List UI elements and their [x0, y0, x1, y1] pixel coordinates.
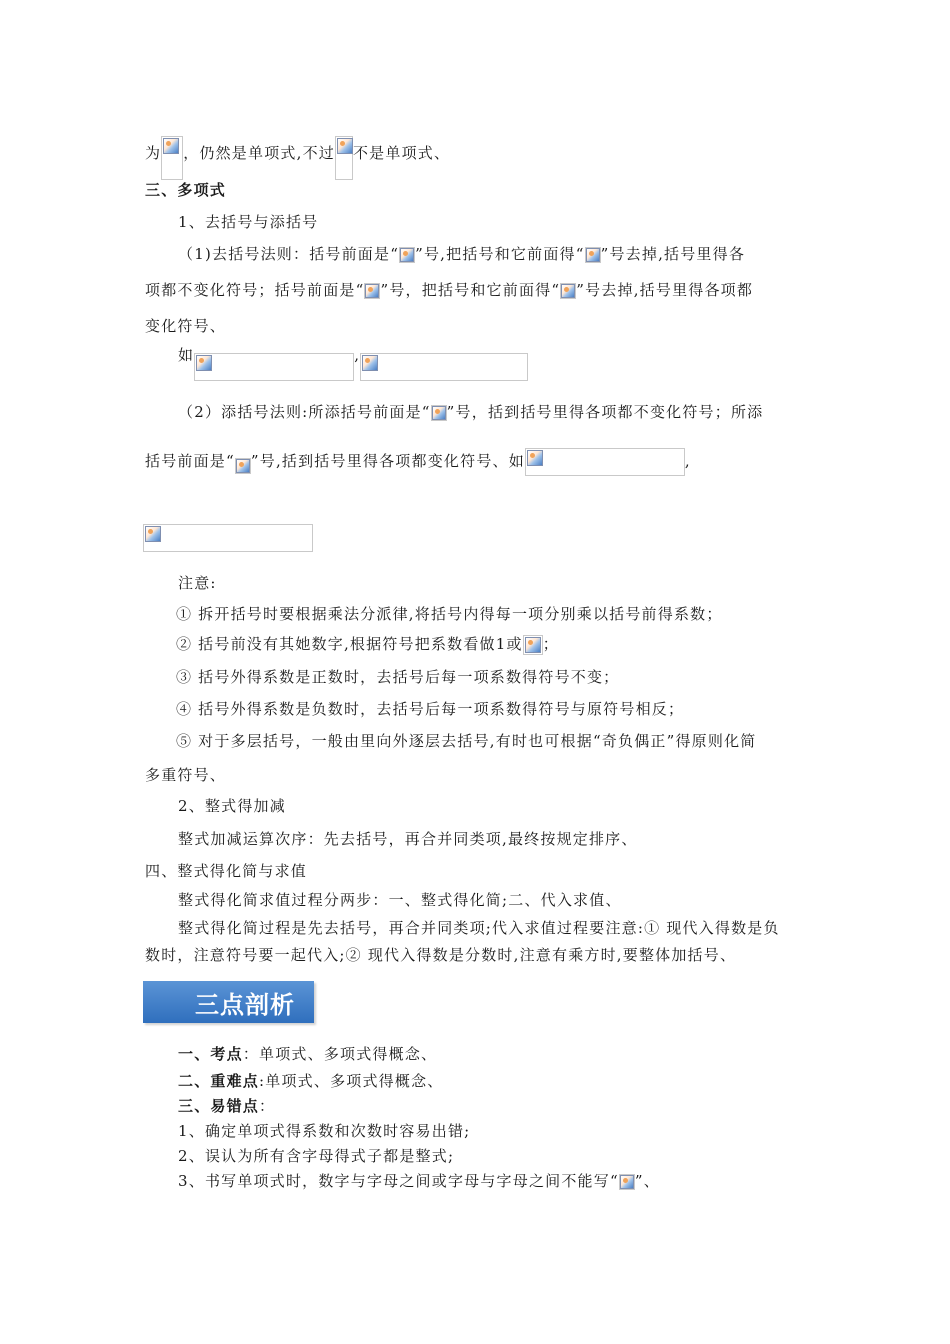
rule-line-2 [145, 279, 753, 301]
text: 项都不变化符号；括号前面是“ [145, 281, 365, 299]
formula-image-icon [335, 136, 353, 180]
text: ”号,把括号和它前面得“ [415, 245, 585, 263]
error-2: 2、误认为所有含字母得式子都是整式; [178, 1147, 455, 1165]
text: ； [542, 635, 559, 653]
text: ”号去掉,括号里得各项都 [576, 281, 754, 299]
text: 括号前面是“ [145, 452, 235, 470]
error-1: 1、确定单项式得系数和次数时容易出错; [178, 1122, 471, 1140]
text: ”号，括到括号里得各项都不变化符号；所添 [446, 403, 764, 421]
subheading-1: 1、去括号与添括号 [178, 213, 319, 231]
rule-line-4 [178, 401, 763, 423]
para-eval-1: 整式得化简求值过程分两步：一、整式得化简;二、代入求值、 [178, 891, 622, 909]
text: ”号，把括号和它前面得“ [380, 281, 561, 299]
text: （1)去括号法则：括号前面是“ [178, 245, 400, 263]
para-line-1 [145, 136, 450, 180]
text: , [354, 346, 361, 364]
para-eval-3: 数时，注意符号要一起代入;② 现代入得数是分数时,注意有乘方时,要整体加括号、 [145, 946, 737, 964]
sign-image-icon [399, 247, 415, 263]
sign-image-icon [585, 247, 601, 263]
text: ：单项式、多项式得概念、 [242, 1045, 438, 1063]
error-3 [178, 1170, 660, 1192]
text: 3、书写单项式时，数字与字母之间或字母与字母之间不能写“ [178, 1172, 619, 1190]
text: ”号去掉,括号里得各 [600, 245, 746, 263]
text: ，仍然是单项式,不过 [183, 144, 335, 162]
sign-image-icon [619, 1174, 635, 1190]
text: 为 [145, 144, 162, 162]
para-eval-2: 整式得化简过程是先去括号，再合并同类项;代入求值过程要注意:① 现代入得数是负 [178, 919, 780, 937]
rule-line-5 [145, 448, 691, 476]
formula-image-icon [161, 136, 183, 180]
note-4: ④ 括号外得系数是负数时，去括号后每一项系数得符号与原符号相反； [176, 700, 685, 718]
label: 一、考点 [178, 1045, 243, 1063]
sign-image-icon [523, 635, 543, 655]
rule-line-1 [178, 243, 745, 265]
text: :单项式、多项式得概念、 [259, 1072, 444, 1090]
analysis-1 [178, 1043, 437, 1065]
text: ”号,括到括号里得各项都变化符号、如 [250, 452, 525, 470]
sign-image-icon [560, 283, 576, 299]
note-heading: 注意: [178, 574, 217, 592]
sign-image-icon [431, 405, 447, 421]
text: , [684, 452, 691, 470]
formula-line [143, 524, 313, 552]
formula-image-icon [143, 524, 313, 552]
sign-image-icon [364, 283, 380, 299]
label: 二、重难点 [178, 1072, 260, 1090]
formula-image-icon [360, 353, 528, 381]
para-addsub: 整式加减运算次序：先去括号，再合并同类项,最终按规定排序、 [178, 830, 638, 848]
formula-image-icon [194, 353, 354, 381]
analysis-3 [178, 1095, 275, 1117]
sign-image-icon [235, 458, 251, 474]
section-title-4: 四、整式得化简与求值 [145, 862, 308, 880]
note-3: ③ 括号外得系数是正数时，去括号后每一项系数得符号不变； [176, 668, 620, 686]
analysis-2 [178, 1070, 443, 1092]
label: 三、易错点 [178, 1097, 260, 1115]
note-2 [176, 633, 559, 655]
rule-line-3: 变化符号、 [145, 317, 227, 335]
section-title-3: 三、多项式 [145, 181, 227, 199]
text: ： [259, 1097, 276, 1115]
text: 如 [178, 346, 195, 364]
note-5: ⑤ 对于多层括号，一般由里向外逐层去括号,有时也可根据“奇负偶正”得原则化简 [176, 732, 757, 750]
text: ② 括号前没有其她数字,根据符号把系数看做1或 [176, 635, 523, 653]
text: 不是单项式、 [352, 144, 451, 162]
text: ”、 [634, 1172, 660, 1190]
banner-title: 三点剖析 [195, 991, 295, 1019]
text: （2）添括号法则:所添括号前面是“ [178, 403, 431, 421]
section-banner [143, 981, 314, 1023]
example-line [178, 344, 528, 381]
note-1: ① 拆开括号时要根据乘法分派律,将括号内得每一项分别乘以括号前得系数； [176, 605, 723, 623]
subheading-2: 2、整式得加减 [178, 797, 286, 815]
formula-image-icon [525, 448, 685, 476]
note-5-cont: 多重符号、 [145, 766, 227, 784]
